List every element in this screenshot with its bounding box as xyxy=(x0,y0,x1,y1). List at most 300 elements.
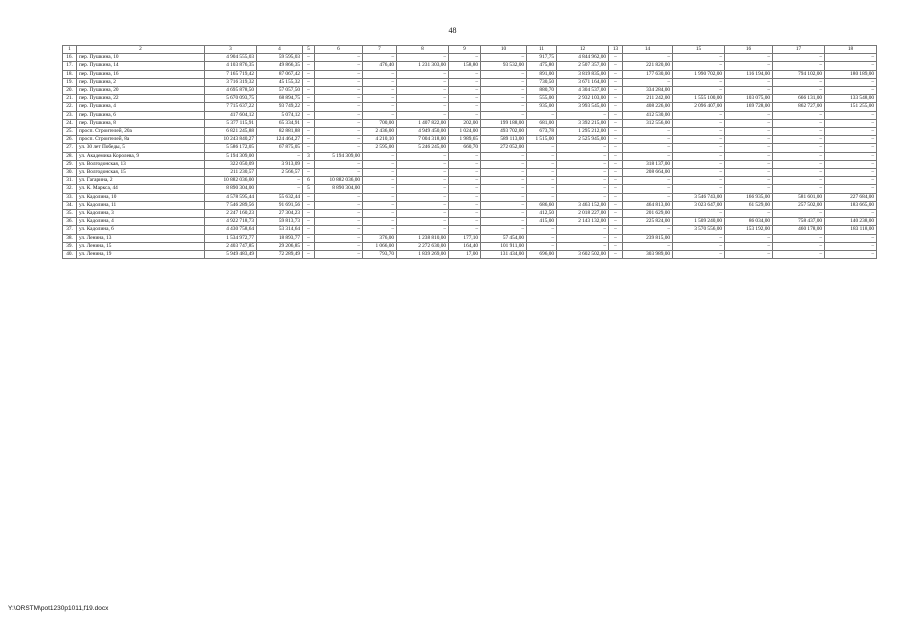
table-row xyxy=(63,54,877,62)
value-cell: 6 xyxy=(303,177,315,185)
value-cell: – xyxy=(315,226,363,234)
table-row xyxy=(63,201,877,209)
value-cell: 131 434,00 xyxy=(481,251,527,259)
value-cell: 91 691,56 xyxy=(257,201,303,209)
value-cell: – xyxy=(303,201,315,209)
value-cell: – xyxy=(397,185,449,193)
value-cell: 177,10 xyxy=(449,234,481,242)
header-cell: 1 xyxy=(63,46,77,54)
value-cell: 4 103 876,35 xyxy=(205,62,257,70)
value-cell: – xyxy=(481,218,527,226)
table-row xyxy=(63,210,877,218)
value-cell: 153 192,00 xyxy=(725,226,773,234)
value-cell: – xyxy=(481,95,527,103)
row-number-cell: 26. xyxy=(63,136,77,144)
header-cell: 5 xyxy=(303,46,315,54)
value-cell: – xyxy=(481,111,527,119)
value-cell: 2 566,57 xyxy=(257,169,303,177)
value-cell: 4 904 555,03 xyxy=(205,54,257,62)
row-number-cell: 23. xyxy=(63,111,77,119)
value-cell: – xyxy=(557,152,609,160)
table-row xyxy=(63,160,877,168)
value-cell: – xyxy=(397,54,449,62)
value-cell: 3 671 164,00 xyxy=(557,78,609,86)
value-cell: – xyxy=(315,70,363,78)
value-cell: – xyxy=(725,152,773,160)
value-cell: – xyxy=(303,128,315,136)
address-cell: ул. Ленина, 15 xyxy=(77,242,205,250)
value-cell: 57 057,50 xyxy=(257,87,303,95)
value-cell: 183 665,00 xyxy=(825,201,877,209)
value-cell: – xyxy=(303,95,315,103)
value-cell: – xyxy=(773,87,825,95)
value-cell: – xyxy=(303,87,315,95)
value-cell: 3 xyxy=(303,152,315,160)
value-cell: 1 989,65 xyxy=(449,136,481,144)
value-cell: 5 194 309,00 xyxy=(205,152,257,160)
value-cell: – xyxy=(673,169,725,177)
row-number-cell: 29. xyxy=(63,160,77,168)
value-cell: 1 534 972,77 xyxy=(205,234,257,242)
value-cell: 133 548,00 xyxy=(825,95,877,103)
value-cell: – xyxy=(773,136,825,144)
header-cell: 11 xyxy=(527,46,557,54)
value-cell: 7 004 318,00 xyxy=(397,136,449,144)
table-container xyxy=(62,45,876,259)
value-cell: – xyxy=(315,95,363,103)
value-cell: – xyxy=(673,119,725,127)
header-cell: 13 xyxy=(609,46,623,54)
value-cell: – xyxy=(481,87,527,95)
value-cell: – xyxy=(773,128,825,136)
value-cell: – xyxy=(527,169,557,177)
value-cell: 10 882 036,00 xyxy=(205,177,257,185)
value-cell: – xyxy=(315,103,363,111)
value-cell: – xyxy=(363,111,397,119)
value-cell: 67 875,05 xyxy=(257,144,303,152)
value-cell: – xyxy=(315,128,363,136)
table-body xyxy=(63,54,877,259)
value-cell: – xyxy=(481,185,527,193)
table-row xyxy=(63,70,877,78)
value-cell: 2 018 227,00 xyxy=(557,210,609,218)
value-cell: 917,75 xyxy=(527,54,557,62)
value-cell: 376,00 xyxy=(363,234,397,242)
value-cell: 666 131,00 xyxy=(773,95,825,103)
value-cell: – xyxy=(315,201,363,209)
value-cell: – xyxy=(825,111,877,119)
value-cell: – xyxy=(481,78,527,86)
value-cell: – xyxy=(773,54,825,62)
value-cell: 408 226,00 xyxy=(623,103,673,111)
value-cell: 8 890 304,00 xyxy=(205,185,257,193)
value-cell: 4 695 878,50 xyxy=(205,87,257,95)
value-cell: 158,80 xyxy=(449,62,481,70)
value-cell: 1 407 822,00 xyxy=(397,119,449,127)
value-cell: 93 749,22 xyxy=(257,103,303,111)
address-cell: пер. Пушкина, 8 xyxy=(77,119,205,127)
value-cell: 3 819 835,00 xyxy=(557,70,609,78)
value-cell: 3 570 556,00 xyxy=(673,226,725,234)
value-cell: 27 304,23 xyxy=(257,210,303,218)
address-cell: ул. Ленина, 13 xyxy=(77,234,205,242)
address-cell: пер. Пушкина, 16 xyxy=(77,70,205,78)
address-cell: ул. К. Маркса, 44 xyxy=(77,185,205,193)
value-cell: – xyxy=(825,136,877,144)
value-cell: 199 188,00 xyxy=(481,119,527,127)
table-row xyxy=(63,193,877,201)
value-cell: – xyxy=(397,193,449,201)
value-cell: – xyxy=(527,234,557,242)
value-cell: – xyxy=(449,87,481,95)
table-row xyxy=(63,234,877,242)
value-cell: – xyxy=(557,169,609,177)
value-cell: – xyxy=(623,128,673,136)
value-cell: 3 392 215,00 xyxy=(557,119,609,127)
value-cell: 8 890 304,00 xyxy=(315,185,363,193)
value-cell: – xyxy=(725,251,773,259)
value-cell: – xyxy=(397,210,449,218)
value-cell: 151 255,00 xyxy=(825,103,877,111)
value-cell: 464 813,00 xyxy=(623,201,673,209)
value-cell: – xyxy=(725,160,773,168)
value-cell: – xyxy=(609,201,623,209)
row-number-cell: 18. xyxy=(63,70,77,78)
value-cell: – xyxy=(449,177,481,185)
value-cell: – xyxy=(449,54,481,62)
value-cell: – xyxy=(609,160,623,168)
value-cell: – xyxy=(773,169,825,177)
value-cell: – xyxy=(673,128,725,136)
table-row xyxy=(63,251,877,259)
header-cell: 9 xyxy=(449,46,481,54)
address-cell: ул. Кадолина, 10 xyxy=(77,193,205,201)
value-cell: – xyxy=(449,95,481,103)
value-cell: 211 242,00 xyxy=(623,95,673,103)
value-cell: – xyxy=(315,87,363,95)
value-cell: – xyxy=(257,185,303,193)
value-cell: – xyxy=(481,226,527,234)
value-cell: 2 272 630,00 xyxy=(397,242,449,250)
table-row xyxy=(63,103,877,111)
value-cell: – xyxy=(773,78,825,86)
value-cell: – xyxy=(303,169,315,177)
value-cell: – xyxy=(363,185,397,193)
value-cell: – xyxy=(623,136,673,144)
value-cell: – xyxy=(363,54,397,62)
value-cell: – xyxy=(609,95,623,103)
value-cell: – xyxy=(773,160,825,168)
value-cell: 166 935,00 xyxy=(725,193,773,201)
value-cell: 412 530,00 xyxy=(623,111,673,119)
value-cell: – xyxy=(449,152,481,160)
value-cell: 681,00 xyxy=(527,119,557,127)
value-cell: 5 246 245,00 xyxy=(397,144,449,152)
table-row xyxy=(63,152,877,160)
value-cell: – xyxy=(397,226,449,234)
value-cell: 417 604,12 xyxy=(205,111,257,119)
value-cell: – xyxy=(673,152,725,160)
row-number-cell: 20. xyxy=(63,87,77,95)
address-cell: ул. Кадолина, 11 xyxy=(77,201,205,209)
row-number-cell: 17. xyxy=(63,62,77,70)
value-cell: – xyxy=(449,70,481,78)
value-cell: – xyxy=(397,103,449,111)
value-cell: 686,60 xyxy=(527,201,557,209)
value-cell: 3 716 319,32 xyxy=(205,78,257,86)
value-cell: 880,70 xyxy=(527,87,557,95)
address-cell: просп. Строителей, 20а xyxy=(77,128,205,136)
value-cell: 322 050,09 xyxy=(205,160,257,168)
value-cell: 257 502,00 xyxy=(773,201,825,209)
value-cell: – xyxy=(825,128,877,136)
value-cell: 45 155,32 xyxy=(257,78,303,86)
value-cell: – xyxy=(725,78,773,86)
value-cell: – xyxy=(303,251,315,259)
value-cell: 5 670 093,75 xyxy=(205,95,257,103)
value-cell: – xyxy=(773,62,825,70)
address-cell: просп. Строителей, 8а xyxy=(77,136,205,144)
row-number-cell: 21. xyxy=(63,95,77,103)
value-cell: – xyxy=(449,226,481,234)
address-cell: ул. Гагарина, 2 xyxy=(77,177,205,185)
value-cell: – xyxy=(315,169,363,177)
value-cell: – xyxy=(825,160,877,168)
row-number-cell: 28. xyxy=(63,152,77,160)
value-cell: – xyxy=(609,144,623,152)
value-cell: 660,70 xyxy=(449,144,481,152)
value-cell: 758 437,00 xyxy=(773,218,825,226)
value-cell: – xyxy=(609,119,623,127)
value-cell: – xyxy=(527,152,557,160)
address-cell: пер. Пушкина, 14 xyxy=(77,62,205,70)
value-cell: – xyxy=(397,201,449,209)
header-cell: 16 xyxy=(725,46,773,54)
value-cell: 312 556,00 xyxy=(623,119,673,127)
value-cell: – xyxy=(363,70,397,78)
value-cell: – xyxy=(303,119,315,127)
value-cell: – xyxy=(725,111,773,119)
value-cell: – xyxy=(481,201,527,209)
value-cell: – xyxy=(557,144,609,152)
value-cell: – xyxy=(773,144,825,152)
value-cell: – xyxy=(527,111,557,119)
value-cell: – xyxy=(303,144,315,152)
value-cell: – xyxy=(673,251,725,259)
value-cell: – xyxy=(673,160,725,168)
value-cell: 7 715 637,22 xyxy=(205,103,257,111)
value-cell: – xyxy=(315,193,363,201)
value-cell: 475,80 xyxy=(527,62,557,70)
value-cell: 2 932 103,00 xyxy=(557,95,609,103)
value-cell: – xyxy=(825,152,877,160)
value-cell: 87 067,42 xyxy=(257,70,303,78)
value-cell: – xyxy=(397,111,449,119)
value-cell: 272 052,00 xyxy=(481,144,527,152)
value-cell: – xyxy=(725,210,773,218)
value-cell: 208 664,00 xyxy=(623,169,673,177)
value-cell: 65 334,91 xyxy=(257,119,303,127)
value-cell: 1 231 303,00 xyxy=(397,62,449,70)
value-cell: – xyxy=(363,103,397,111)
row-number-cell: 25. xyxy=(63,128,77,136)
row-number-cell: 32. xyxy=(63,185,77,193)
value-cell: – xyxy=(303,78,315,86)
value-cell: – xyxy=(363,210,397,218)
value-cell: – xyxy=(623,54,673,62)
value-cell: 3 602 502,00 xyxy=(557,251,609,259)
value-cell: – xyxy=(557,160,609,168)
value-cell: – xyxy=(315,62,363,70)
value-cell: 7 165 719,42 xyxy=(205,70,257,78)
header-cell: 3 xyxy=(205,46,257,54)
value-cell: – xyxy=(773,177,825,185)
value-cell: – xyxy=(609,234,623,242)
value-cell: – xyxy=(527,177,557,185)
table-row xyxy=(63,144,877,152)
address-cell: ул. Ленина, 19 xyxy=(77,251,205,259)
value-cell: 1 839 269,00 xyxy=(397,251,449,259)
value-cell: 29 206,85 xyxy=(257,242,303,250)
value-cell: 10 882 036,00 xyxy=(315,177,363,185)
value-cell: 124 464,27 xyxy=(257,136,303,144)
value-cell: – xyxy=(363,152,397,160)
header-cell: 7 xyxy=(363,46,397,54)
value-cell: – xyxy=(673,54,725,62)
value-cell: – xyxy=(363,201,397,209)
value-cell: – xyxy=(303,193,315,201)
value-cell: – xyxy=(557,185,609,193)
value-cell: 1 295 212,00 xyxy=(557,128,609,136)
value-cell: 59 813,73 xyxy=(257,218,303,226)
address-cell: ул. Кадолина, 4 xyxy=(77,218,205,226)
value-cell: – xyxy=(825,169,877,177)
value-cell: – xyxy=(315,54,363,62)
value-cell: 2 507 357,00 xyxy=(557,62,609,70)
value-cell: – xyxy=(609,169,623,177)
row-number-cell: 31. xyxy=(63,177,77,185)
value-cell: – xyxy=(527,193,557,201)
row-number-cell: 36. xyxy=(63,218,77,226)
value-cell: – xyxy=(363,218,397,226)
value-cell: – xyxy=(623,193,673,201)
value-cell: – xyxy=(725,119,773,127)
address-cell: ул. Кадолина, 6 xyxy=(77,226,205,234)
value-cell: 164,40 xyxy=(449,242,481,250)
value-cell: 673,78 xyxy=(527,128,557,136)
value-cell: – xyxy=(825,78,877,86)
value-cell: – xyxy=(303,226,315,234)
table-row xyxy=(63,78,877,86)
row-number-cell: 37. xyxy=(63,226,77,234)
value-cell: – xyxy=(315,144,363,152)
data-table xyxy=(62,45,877,259)
value-cell: – xyxy=(397,70,449,78)
value-cell: – xyxy=(825,177,877,185)
value-cell: 221 820,00 xyxy=(623,62,673,70)
value-cell: 4 304 537,00 xyxy=(557,87,609,95)
value-cell: – xyxy=(725,87,773,95)
value-cell: 116 194,00 xyxy=(725,70,773,78)
value-cell: – xyxy=(303,210,315,218)
value-cell: – xyxy=(725,144,773,152)
value-cell: 700,00 xyxy=(363,119,397,127)
value-cell: – xyxy=(449,111,481,119)
value-cell: – xyxy=(673,144,725,152)
value-cell: – xyxy=(481,169,527,177)
value-cell: 103 075,00 xyxy=(725,95,773,103)
address-cell: пер. Пушкина, 10 xyxy=(77,54,205,62)
value-cell: 10 243 840,27 xyxy=(205,136,257,144)
value-cell: – xyxy=(527,185,557,193)
header-cell: 8 xyxy=(397,46,449,54)
value-cell: – xyxy=(609,128,623,136)
value-cell: 68 894,75 xyxy=(257,95,303,103)
table-row xyxy=(63,87,877,95)
value-cell: 1 515,00 xyxy=(527,136,557,144)
value-cell: – xyxy=(449,78,481,86)
value-cell: – xyxy=(725,169,773,177)
header-cell: 18 xyxy=(825,46,877,54)
value-cell: 4 210,10 xyxy=(363,136,397,144)
value-cell: – xyxy=(557,177,609,185)
value-cell: – xyxy=(363,78,397,86)
value-cell: – xyxy=(725,177,773,185)
page-number: 48 xyxy=(448,26,457,35)
value-cell: 1 509 240,00 xyxy=(673,218,725,226)
table-row xyxy=(63,185,877,193)
value-cell: 334 284,00 xyxy=(623,87,673,95)
value-cell: – xyxy=(315,234,363,242)
value-cell: – xyxy=(481,103,527,111)
value-cell: 169 728,00 xyxy=(725,103,773,111)
value-cell: – xyxy=(397,177,449,185)
value-cell: – xyxy=(773,119,825,127)
value-cell: 225 824,00 xyxy=(623,218,673,226)
row-number-cell: 33. xyxy=(63,193,77,201)
value-cell: 1 555 100,00 xyxy=(673,95,725,103)
value-cell: – xyxy=(609,136,623,144)
value-cell: – xyxy=(257,152,303,160)
value-cell: – xyxy=(623,226,673,234)
value-cell: 2 247 160,23 xyxy=(205,210,257,218)
value-cell: – xyxy=(315,160,363,168)
value-cell: – xyxy=(825,54,877,62)
value-cell: – xyxy=(623,185,673,193)
value-cell: – xyxy=(725,54,773,62)
value-cell: 18 893,77 xyxy=(257,234,303,242)
value-cell: – xyxy=(397,160,449,168)
value-cell: – xyxy=(481,210,527,218)
value-cell: – xyxy=(609,70,623,78)
value-cell: – xyxy=(609,242,623,250)
value-cell: – xyxy=(557,234,609,242)
value-cell: – xyxy=(449,169,481,177)
header-cell: 10 xyxy=(481,46,527,54)
value-cell: 303 989,00 xyxy=(623,251,673,259)
address-cell: ул. 30 лет Победы, 5 xyxy=(77,144,205,152)
value-cell: – xyxy=(825,144,877,152)
table-row xyxy=(63,119,877,127)
row-number-cell: 30. xyxy=(63,169,77,177)
value-cell: – xyxy=(725,136,773,144)
value-cell: 1 238 810,00 xyxy=(397,234,449,242)
row-number-cell: 22. xyxy=(63,103,77,111)
value-cell: – xyxy=(773,210,825,218)
value-cell: 5 xyxy=(303,185,315,193)
value-cell: 53 314,64 xyxy=(257,226,303,234)
value-cell: 4 578 595,44 xyxy=(205,193,257,201)
